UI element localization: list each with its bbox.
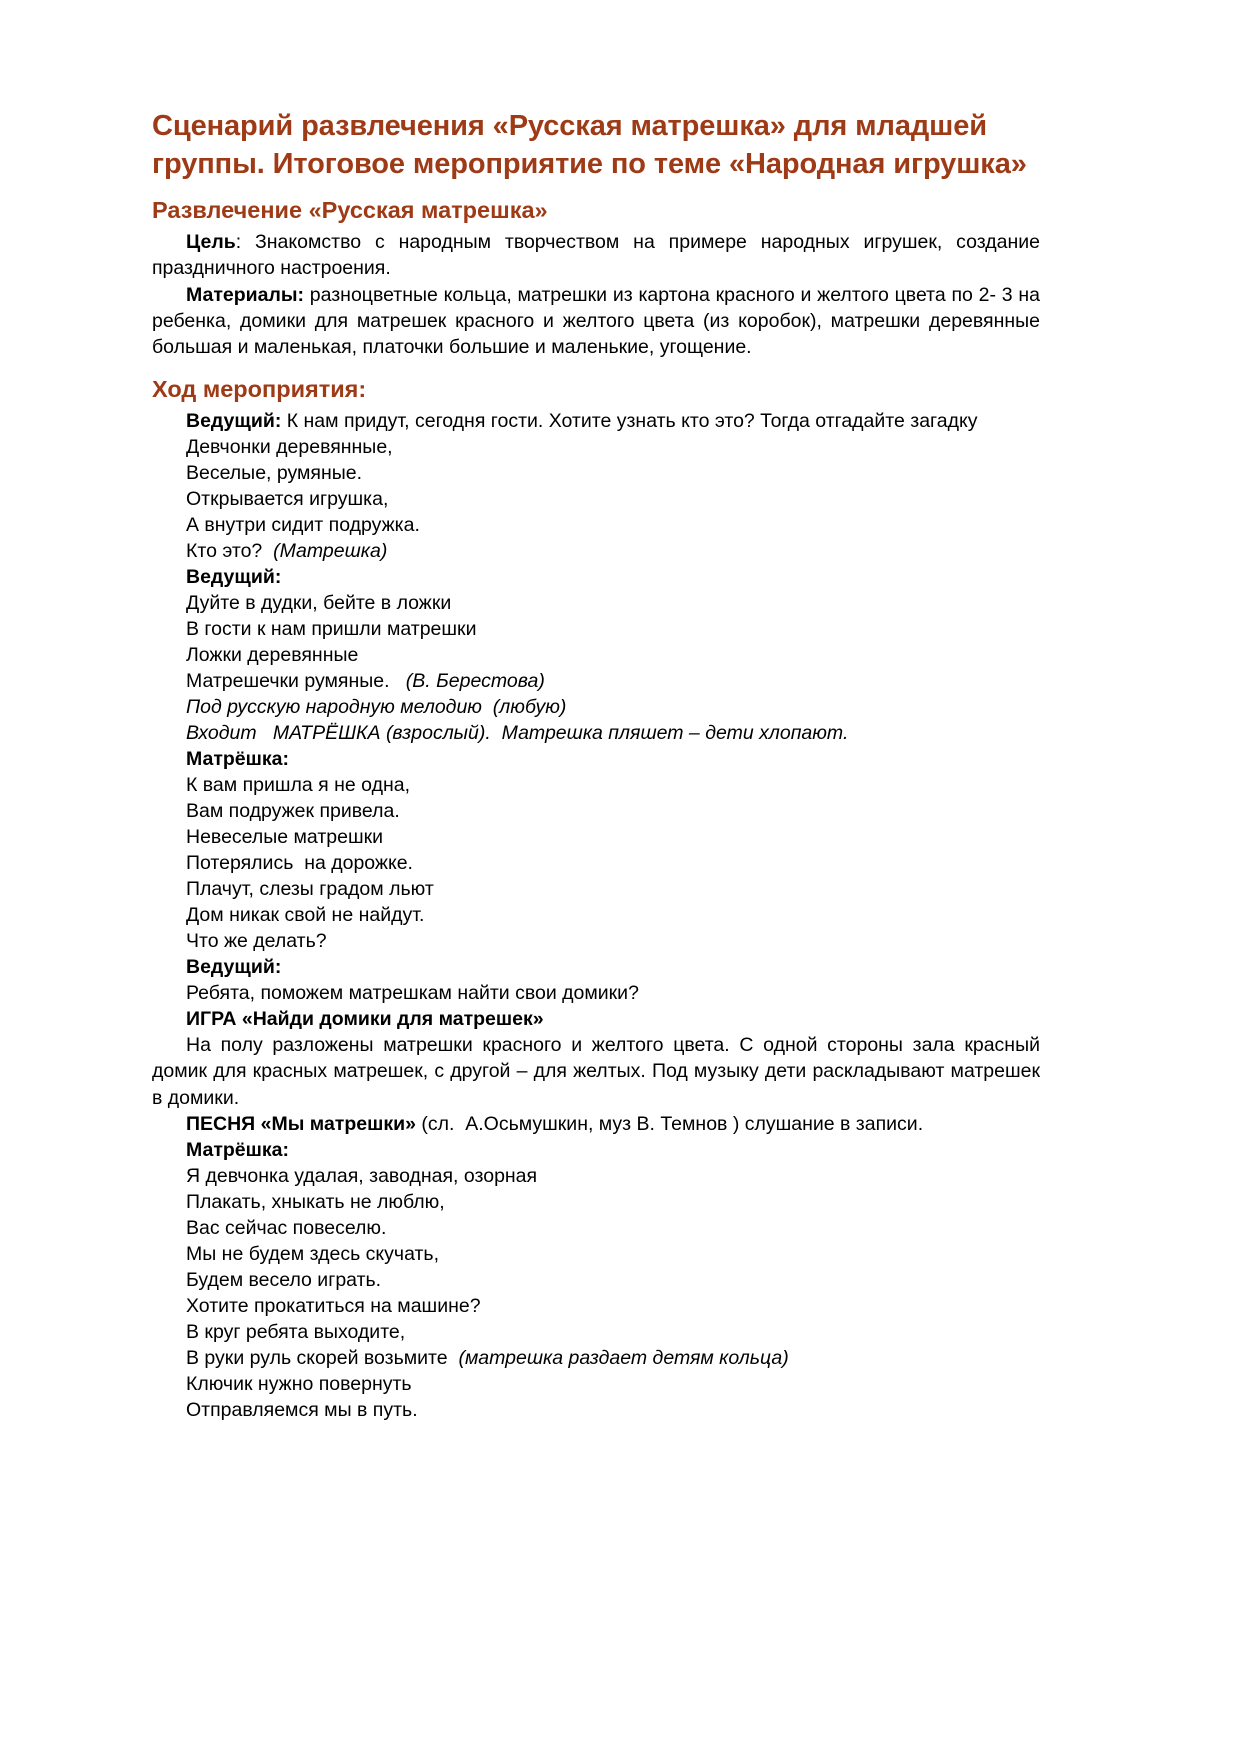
host-intro-paragraph — [152, 408, 1040, 434]
host-verse-line: Ложки деревянные — [186, 643, 359, 666]
materials-text: разноцветные кольца, матрешки из картона красного и желтого цвета по 2- 3 на ребенка, домики для матрешек красного и желтого цвета (из коробок), матрешки деревянные большая и маленькая, платочки большие и маленькие, угощение. — [152, 283, 1040, 358]
host-verse-line: Дуйте в дудки, бейте в ложки — [186, 591, 452, 614]
host-label-2: Ведущий: — [186, 565, 282, 588]
host-verse-last-text: Матрешечки румяные. — [186, 670, 401, 692]
materials-paragraph — [152, 282, 1040, 360]
song-credits: (сл. А.Осьмушкин, муз В. Темнов ) слушание в записи. — [415, 1112, 924, 1135]
riddle-answer-line — [152, 538, 1040, 564]
goal-separator: : — [235, 231, 255, 254]
song-line — [152, 1111, 1040, 1137]
matryoshka-verse2-line: Будем весело играть. — [186, 1268, 382, 1291]
riddle-line: Веселые, румяные. — [186, 461, 363, 484]
riddle-line: Девчонки деревянные, — [186, 435, 393, 458]
page-title: Сценарий развлечения «Русская матрешка» для младшей группы. Итоговое мероприятие по теме «Народная игрушка» — [152, 110, 1027, 180]
matryoshka-verse-line: К вам пришла я не одна, — [186, 774, 411, 797]
matryoshka-verse2-line: Я девчонка удалая, заводная, озорная — [186, 1164, 538, 1187]
host-label-3: Ведущий: — [186, 956, 282, 979]
riddle-answer: (Матрешка) — [273, 539, 388, 562]
matryoshka-verse-line: Плачут, слезы градом льют — [186, 878, 434, 901]
riddle-question: Кто это? — [186, 539, 274, 562]
matryoshka-verse3-line: Ключик нужно повернуть — [186, 1372, 412, 1395]
song-label: ПЕСНЯ «Мы матрешки» — [186, 1112, 416, 1135]
matryoshka-verse2-line: Вас сейчас повеселю. — [186, 1216, 387, 1239]
wheel-line — [152, 1345, 1040, 1371]
goal-paragraph — [152, 229, 1040, 281]
host-verse-author: (В. Берестова) — [400, 670, 545, 692]
heading-entertainment: Развлечение «Русская матрешка» — [152, 197, 548, 224]
matryoshka-verse2-line: Хотите прокатиться на машине? — [186, 1294, 481, 1317]
wheel-text: В руки руль скорей возьмите — [186, 1346, 454, 1369]
matryoshka-verse2-line: Мы не будем здесь скучать, — [186, 1242, 439, 1265]
game-title: ИГРА «Найди домики для матрешек» — [186, 1008, 544, 1031]
matryoshka-label-2: Матрёшка: — [186, 1138, 289, 1161]
materials-label: Материалы: — [186, 283, 304, 306]
host-verse-line: В гости к нам пришли матрешки — [186, 617, 477, 640]
matryoshka-verse-line: Вам подружек привела. — [186, 800, 400, 823]
host-verse-last-line — [152, 668, 1040, 694]
matryoshka-verse2-line: В круг ребята выходите, — [186, 1320, 406, 1343]
goal-text: Знакомство с народным творчеством на примере народных игрушек, создание праздничного настроения. — [152, 231, 1040, 280]
stage-direction: Под русскую народную мелодию (любую) — [186, 696, 567, 719]
host-intro-label: Ведущий: — [186, 409, 282, 432]
wheel-note: (матрешка раздает детям кольца) — [453, 1346, 789, 1369]
matryoshka-verse-line: Дом никак свой не найдут. — [186, 904, 425, 927]
matryoshka-verse-line: Потерялись на дорожке. — [186, 852, 413, 875]
stage-direction: Входит МАТРЁШКА (взрослый). Матрешка пляшет – дети хлопают. — [186, 722, 849, 745]
game-description: На полу разложены матрешки красного и желтого цвета. С одной стороны зала красный домик для красных матрешек, с другой – для желтых. Под музыку дети раскладывают матрешек в домики. — [152, 1034, 1040, 1109]
matryoshka-verse3-line: Отправляемся мы в путь. — [186, 1398, 418, 1421]
host-intro-text: К нам придут, сегодня гости. Хотите узнать кто это? Тогда отгадайте загадку — [281, 409, 978, 432]
riddle-line: Открывается игрушка, — [186, 487, 389, 510]
riddle-line: А внутри сидит подружка. — [186, 513, 420, 536]
matryoshka-verse-line: Невеселые матрешки — [186, 826, 384, 849]
matryoshka-verse-line: Что же делать? — [186, 930, 327, 953]
matryoshka-verse2-line: Плакать, хныкать не люблю, — [186, 1190, 445, 1213]
matryoshka-label-1: Матрёшка: — [186, 748, 289, 771]
goal-label: Цель — [186, 231, 236, 254]
heading-course: Ход мероприятия: — [152, 375, 367, 402]
document-body — [152, 108, 1040, 1423]
host-line-3: Ребята, поможем матрешкам найти свои домики? — [186, 982, 639, 1005]
